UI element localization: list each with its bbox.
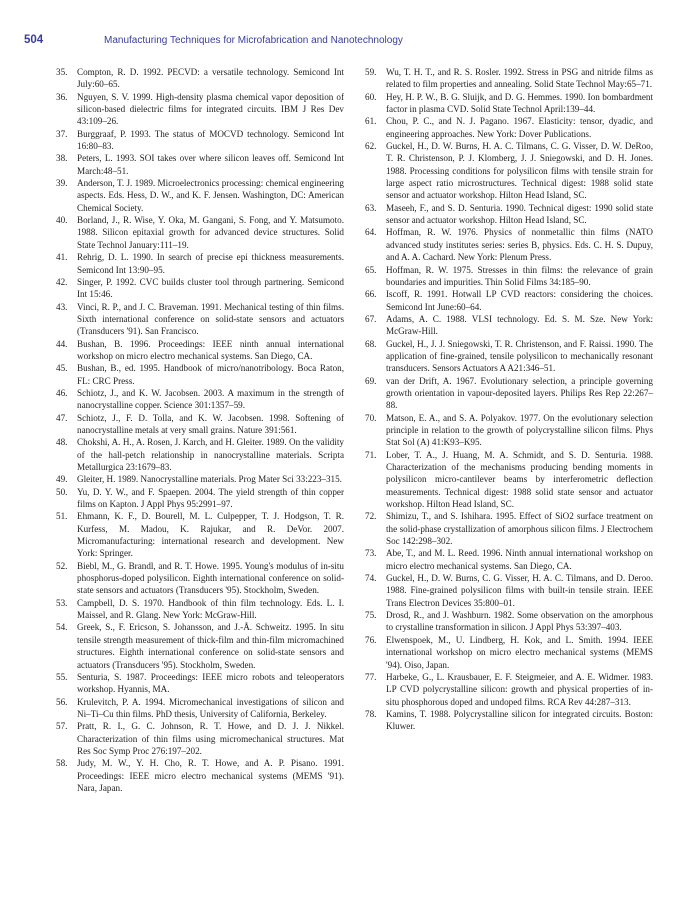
reference-number: 40. [56,215,68,226]
reference-text: Adams, A. C. 1988. VLSI technology. Ed. S. M. Sze. New York: McGraw-Hill. [386,313,653,337]
reference-entry [365,115,653,140]
reference-text: Nguyen, S. V. 1999. High-density plasma chemical vapor deposition of silicon-based dielectric films for integrated circuits. IBM J Res Dev 43:109–26. [77,91,344,127]
page-header [24,34,671,50]
reference-number: 64. [365,227,377,238]
reference-entry [365,547,653,572]
reference-entry [56,301,344,338]
reference-entry [56,510,344,559]
reference-entry [365,140,653,202]
reference-entry [365,313,653,338]
reference-text: Shimizu, T., and S. Ishihara. 1995. Effect of SiO2 surface treatment on the solid-phase crystallization of amorphous silicon films. J Electrochem Soc 142:298–302. [386,511,653,547]
reference-number: 53. [56,597,68,608]
reference-text: Guckel, H., J. J. Sniegowski, T. R. Christenson, and F. Raissi. 1990. The application of fine-grained, tensile polysilicon to mechanically resonant transducers. Sensors Actuators A A21:346–51. [386,338,653,374]
reference-number: 75. [365,610,377,621]
reference-number: 59. [365,67,377,77]
reference-entry [56,671,344,696]
reference-text: Kamins, T. 1988. Polycrystalline silicon for integrated circuits. Boston: Kluwer. [386,708,653,732]
reference-text: Rehrig, D. L. 1990. In search of precise epi thickness measurements. Semicond Int 13:90–95. [77,252,344,275]
reference-text: Judy, M. W., Y. H. Cho, R. T. Howe, and A. P. Pisano. 1991. Proceedings: IEEE micro electro mechanical systems (MEMS '91). Nara, Japan. [77,758,344,793]
reference-number: 49. [56,474,68,485]
reference-entry [365,510,653,547]
reference-number: 68. [365,338,377,349]
reference-text: Abe, T., and M. L. Reed. 1996. Ninth annual international workshop on micro electro mechanical systems. San Diego, CA. [386,548,653,571]
reference-text: Peters, L. 1993. SOI takes over where silicon leaves off. Semicond Int March:48–51. [77,153,344,176]
reference-number: 47. [56,412,68,423]
reference-number: 35. [56,67,68,77]
reference-entry [56,214,344,251]
reference-text: Senturia, S. 1987. Proceedings: IEEE micro robots and teleoperators workshop. Hyannis, MA. [77,671,344,695]
reference-number: 76. [365,634,377,645]
reference-number: 71. [365,449,377,460]
reference-number: 38. [56,153,68,164]
reference-text: Singer, P. 1992. CVC builds cluster tool through partnering. Semicond Int 15:46. [77,276,344,300]
reference-entry [56,128,344,153]
page-number: 504 [24,34,44,46]
reference-text: Biebl, M., G. Brandl, and R. T. Howe. 1995. Young's modulus of in-situ phosphorus-doped polysilicon. Eighth international conference on solid-state sensors and actuators (Transducers '95). Stockholm, Sweden. [77,560,344,596]
reference-text: van der Drift, A. 1967. Evolutionary selection, a principle governing growth orientation in vapour-deposited layers. Philips Res Rep 22:267–88. [386,375,653,411]
reference-text: Burggraaf, P. 1993. The status of MOCVD technology. Semicond Int 16:80–83. [77,128,344,152]
reference-number: 51. [56,511,68,522]
reference-text: Ehmann, K. F., D. Bourell, M. L. Culpepper, T. J. Hodgson, T. R. Kurfess, M. Madou, K. Rajukar, and R. DeVor. 2007. Micromanufacturing: international research and development. New York: Springer. [77,511,344,559]
reference-number: 48. [56,437,68,448]
reference-entry [365,226,653,263]
reference-text: Wu, T. H. T., and R. S. Rosler. 1992. Stress in PSG and nitride films as related to film properties and annealing. Solid State Technol May:65–71. [386,67,653,90]
reference-text: Drosd, R., and J. Washburn. 1982. Some observation on the amorphous to crystalline transformation in silicon. J Appl Phys 53:397–403. [386,610,653,633]
reference-entry [365,708,653,733]
reference-text: Bushan, B. 1996. Proceedings: IEEE ninth annual international workshop on micro electro mechanical systems. San Diego, CA. [77,338,344,361]
reference-text: Bushan, B., ed. 1995. Handbook of micro/nanotribology. Boca Raton, FL: CRC Press. [77,363,344,386]
reference-number: 67. [365,313,377,324]
reference-column-left [56,66,344,794]
reference-entry [365,671,653,708]
reference-text: Elwenspoek, M., U. Lindberg, H. Kok, and L. Smith. 1994. IEEE international workshop on micro electro mechanical systems (MEMS '94). Oiso, Japan. [386,634,653,670]
reference-entry [365,202,653,227]
reference-number: 54. [56,622,68,633]
reference-entry [365,264,653,289]
reference-number: 37. [56,128,68,139]
reference-column-right [365,66,653,733]
reference-text: Chou, P. C., and N. J. Pagano. 1967. Elasticity: tensor, dyadic, and engineering approaches. New York: Dover Publications. [386,116,653,139]
reference-entry [56,91,344,128]
reference-entry [56,720,344,757]
reference-entry [56,473,344,485]
reference-entry [56,412,344,437]
reference-text: Krulevitch, P. A. 1994. Micromechanical investigations of silicon and Ni–Ti–Cu thin films. PhD thesis, University of California, Berkeley. [77,696,344,719]
reference-entry [365,412,653,449]
reference-entry [365,449,653,511]
reference-text: Borland, J., R. Wise, Y. Oka, M. Gangani, S. Fong, and Y. Matsumoto. 1988. Silicon epitaxial growth for advanced device structures. Solid State Technol January:111–19. [77,215,344,250]
reference-entry [56,436,344,473]
reference-entry [56,696,344,721]
reference-text: Lober, T. A., J. Huang, M. A. Schmidt, and S. D. Senturia. 1988. Characterization of the mechanisms producing bending moments in polysilicon micro-cantilever beams by interferometric deflection measurements. Technical digest: 1988 solid state sensor and actuator workshop. Hilton Head Island, SC. [386,449,653,510]
reference-number: 69. [365,375,377,386]
reference-number: 39. [56,178,68,189]
reference-entry [365,288,653,313]
reference-number: 56. [56,696,68,707]
reference-number: 78. [365,708,377,719]
reference-number: 42. [56,276,68,287]
reference-number: 55. [56,671,68,682]
reference-number: 43. [56,301,68,312]
reference-text: Hey, H. P. W., B. G. Sluijk, and D. G. Hemmes. 1990. Ion bombardment factor in plasma CVD. Solid State Technol April:139–44. [386,91,653,115]
reference-entry [56,338,344,363]
reference-number: 50. [56,486,68,497]
reference-entry [56,362,344,387]
reference-entry [56,486,344,511]
reference-text: Gleiter, H. 1989. Nanocrystalline materials. Prog Mater Sci 33:223–315. [77,474,342,485]
reference-text: Schiotz, J., F. D. Tolla, and K. W. Jacobsen. 1998. Softening of nanocrystalline metals at very small grains. Nature 391:561. [77,412,344,435]
reference-number: 46. [56,387,68,398]
reference-text: Compton, R. D. 1992. PECVD: a versatile technology. Semicond Int July:60–65. [77,67,344,90]
reference-entry [56,276,344,301]
reference-entry [56,251,344,276]
reference-entry [56,597,344,622]
reference-entry [56,757,344,794]
reference-number: 36. [56,91,68,102]
reference-text: Schiotz, J., and K. W. Jacobsen. 2003. A maximum in the strength of nanocrystalline copper. Science 301:1357–59. [77,387,344,411]
reference-entry [365,572,653,609]
reference-number: 70. [365,412,377,423]
reference-number: 73. [365,548,377,559]
reference-number: 52. [56,560,68,571]
reference-text: Hoffman, R. W. 1976. Physics of nonmetallic thin films (NATO advanced study institutes series: series B, physics. Eds. C. H. S. Dupuy, and A. A. Cachard. New York: Plenum Press. [386,227,653,263]
reference-number: 58. [56,758,68,769]
reference-entry [56,66,344,91]
reference-number: 44. [56,338,68,349]
reference-text: Yu, D. Y. W., and F. Spaepen. 2004. The yield strength of thin copper films on Kapton. J Appl Phys 95:2991–97. [77,486,344,510]
reference-entry [365,609,653,634]
reference-entry [56,387,344,412]
reference-text: Harbeke, G., L. Krausbauer, E. F. Steigmeier, and A. E. Widmer. 1983. LP CVD polycrystalline silicon: growth and physical properties of in-situ phosphorous doped and undoped films. RCA Rev 44:287–313. [386,671,653,707]
reference-entry [56,560,344,597]
reference-number: 61. [365,116,377,127]
reference-entry [365,66,653,91]
reference-text: Vinci, R. P., and J. C. Braveman. 1991. Mechanical testing of thin films. Sixth international conference on solid-state sensors and actuators (Transducers '91). San Francisco. [77,301,344,337]
reference-number: 41. [56,252,68,263]
reference-number: 66. [365,289,377,300]
reference-number: 62. [365,141,377,152]
reference-entry [365,91,653,116]
reference-number: 63. [365,202,377,213]
reference-text: Campbell, D. S. 1970. Handbook of thin film technology. Eds. L. I. Maissel, and R. Glang. New York: McGraw-Hill. [77,597,344,621]
reference-text: Pratt, R. I., G. C. Johnson, R. T. Howe, and D. J. J. Nikkel. Characterization of thin films using micromechanical structures. Mat Res Soc Symp Proc 276:197–202. [77,721,344,756]
reference-number: 74. [365,573,377,584]
reference-entry [365,634,653,671]
reference-entry [56,177,344,214]
reference-text: Guckel, H., D. W. Burns, C. G. Visser, H. A. C. Tilmans, and D. Deroo. 1988. Fine-grained polysilicon films with built-in tensile strain. IEEE Trans Electron Devices 35:800–01. [386,573,653,608]
reference-number: 72. [365,511,377,522]
reference-text: Chokshi, A. H., A. Rosen, J. Karch, and H. Gleiter. 1989. On the validity of the hall-petch relationship in nanocrystalline materials. Scripta Metallurgica 23:1679–83. [77,437,344,472]
running-title: Manufacturing Techniques for Microfabrication and Nanotechnology [104,35,403,46]
reference-number: 77. [365,671,377,682]
reference-entry [56,621,344,670]
reference-text: Matson, E. A., and S. A. Polyakov. 1977. On the evolutionary selection principle in relation to the growth of polycrystalline silicon films. Phys Stat Sol (A) 41:K93–K95. [386,412,653,448]
reference-entry [56,152,344,177]
reference-text: Iscoff, R. 1991. Hotwall LP CVD reactors: considering the choices. Semicond Int June:60–64. [386,289,653,312]
reference-entry [365,375,653,412]
reference-text: Maseeh, F., and S. D. Senturia. 1990. Technical digest: 1990 solid state sensor and actuator workshop. Hilton Head Island, SC. [386,202,653,226]
reference-text: Anderson, T. J. 1989. Microelectronics processing: chemical engineering aspects. Eds. Hess, D. W., and K. F. Jensen. Washington, DC: American Chemical Society. [77,178,344,213]
reference-number: 60. [365,91,377,102]
reference-text: Hoffman, R. W. 1975. Stresses in thin films: the relevance of grain boundaries and impurities. Thin Solid Films 34:185–90. [386,264,653,287]
reference-number: 45. [56,363,68,374]
reference-number: 65. [365,264,377,275]
reference-text: Greek, S., F. Ericson, S. Johansson, and J.-Å. Schweitz. 1995. In situ tensile strength measurement of thick-film and thin-film micromachined structures. Eighth international conference on solid-state sensors and actuators (Transducers '95). Stockholm, Sweden. [77,622,344,670]
reference-text: Guckel, H., D. W. Burns, H. A. C. Tilmans, C. G. Visser, D. W. DeRoo, T. R. Christenson, P. J. Klomberg, J. J. Sniegowski, and D. H. Jones. 1988. Processing conditions for polysilicon films with tensile strain for large aspect ratio microstructures. Technical digest: 1988 solid state sensor and actuator workshop. Hilton Head Island, SC. [386,141,653,201]
reference-entry [365,338,653,375]
reference-number: 57. [56,721,68,732]
